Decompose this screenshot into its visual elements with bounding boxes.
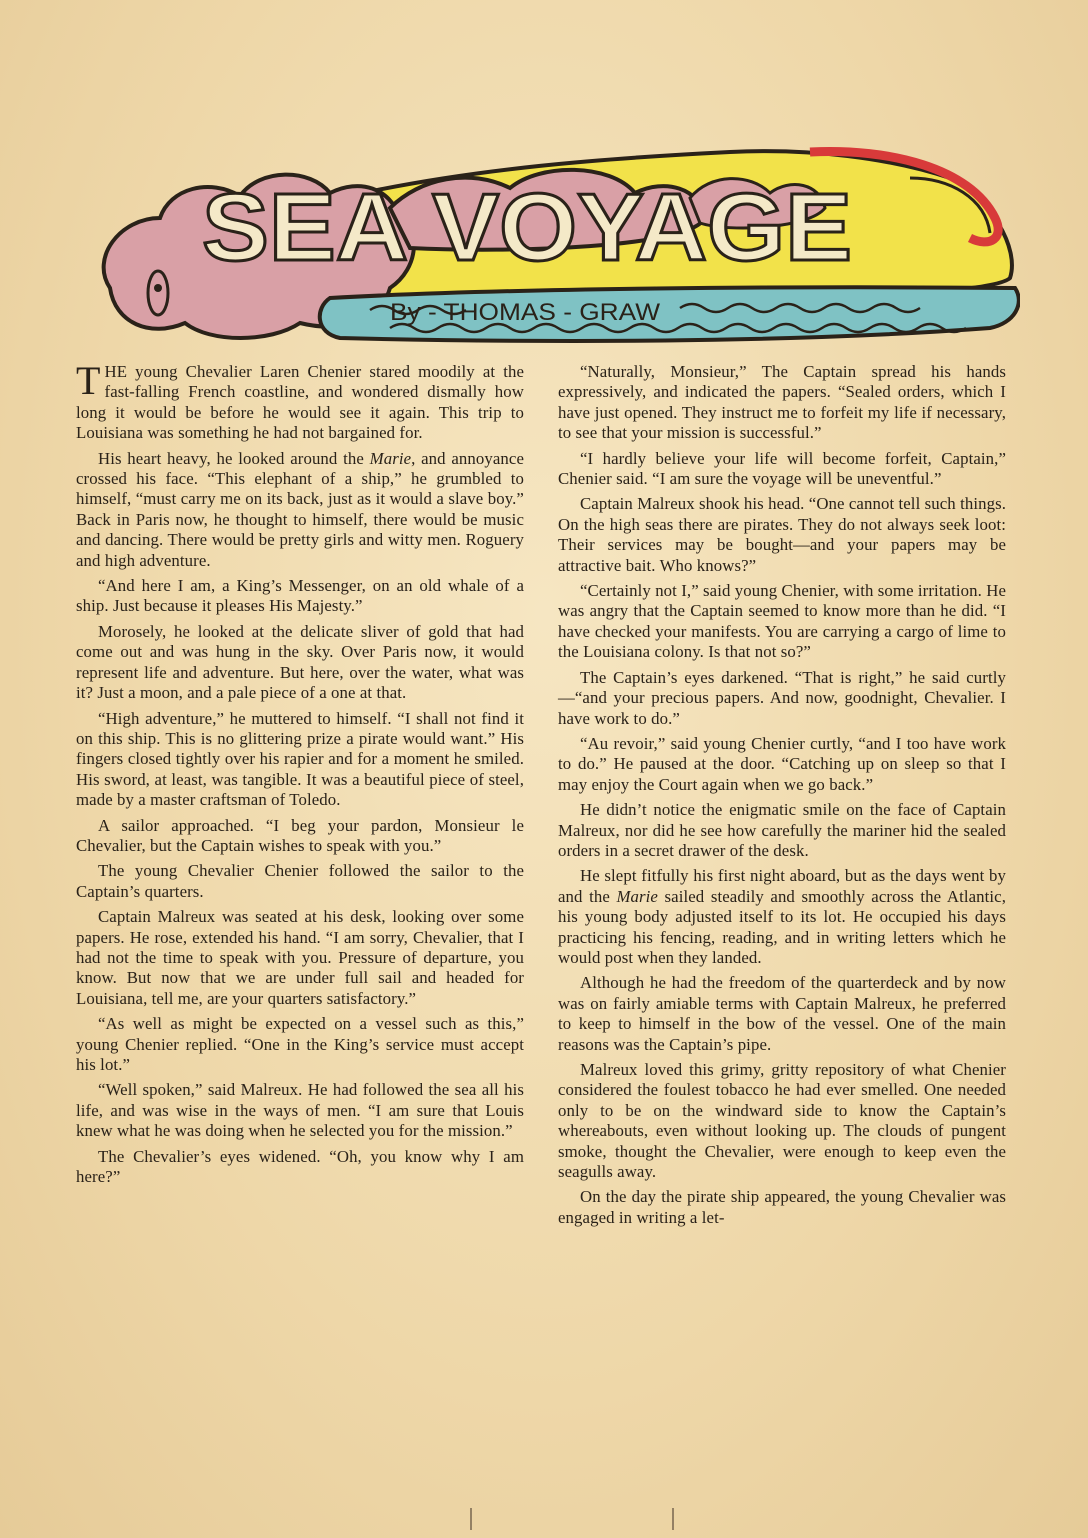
paragraph: The Chevalier’s eyes widened. “Oh, you know why I am here?”: [76, 1146, 524, 1187]
story-byline: By - THOMAS - GRAW: [390, 299, 661, 326]
paragraph: Captain Malreux was seated at his desk, looking over some papers. He rose, extended his hand. “I am sorry, Chevalier, that I had not the time to speak with you. Pressure of departure, you know. But now that we are under full sail and headed for Louisiana, tell me, are your quarters satisfactory.”: [76, 907, 524, 1008]
paragraph: “I hardly believe your life will become forfeit, Captain,” Chenier said. “I am sure the voyage will be uneventful.”: [558, 448, 1006, 489]
drop-cap: T: [76, 358, 101, 403]
paragraph: Captain Malreux shook his head. “One cannot tell such things. On the high seas there are pirates. They do not always seek loot: Their services may be bought—and your papers may be attractive bait. Who knows?”: [558, 494, 1007, 575]
paragraph: “High adventure,” he muttered to himself. “I shall not find it on this ship. This is no glittering prize a pirate would want.” His fingers closed tightly over his rapier and for a moment he smiled. His sword, at least, was tangible. It was a beautiful piece of steel, made by a master craftsman of Toledo.: [76, 708, 524, 810]
paragraph: His heart heavy, he looked around the Marie, and annoyance crossed his face. “This elephant of a ship,” he grumbled to himself, “must carry me on its back, just as it would a slave boy.” Back in Paris now, he thought to himself, there would be music and dancing. There would be pretty girls and witty men. Roguery and high adventure.: [76, 448, 525, 570]
page-mark: [672, 1508, 674, 1530]
paragraph: Morosely, he looked at the delicate sliver of gold that had come out and was hung in the sky. Over Paris now, it would represent life and adventure. But here, over the water, what was it? Just a moon, and a pale piece of a one at that.: [76, 621, 524, 703]
paragraph: “As well as might be expected on a vessel such as this,” young Chenier replied. “One in the King’s service must accept his lot.”: [76, 1014, 524, 1074]
paragraph: “Well spoken,” said Malreux. He had followed the sea all his life, and was wise in the ways of men. “I am sure that Louis knew what he was doing when he selected you for the mission.”: [76, 1080, 524, 1141]
story-title: SEA VOYAGE: [202, 174, 852, 281]
paragraph: Although he had the freedom of the quarterdeck and by now was on fairly amiable terms with Captain Malreux, he preferred to keep to himself in the bow of the vessel. One of the main reasons was the Captain’s pipe.: [558, 973, 1006, 1054]
paragraph: The Captain’s eyes darkened. “That is right,” he said curtly—“and your precious papers. And now, goodnight, Chevalier. I have work to do.”: [558, 667, 1006, 728]
article-column-right: [558, 362, 1006, 1233]
paragraph: On the day the pirate ship appeared, the young Chevalier was engaged in writing a let-: [558, 1187, 1006, 1227]
paragraph: A sailor approached. “I beg your pardon, Monsieur le Chevalier, but the Captain wishes to speak with you.”: [76, 815, 524, 855]
paragraph: The young Chevalier Chenier followed the sailor to the Captain’s quarters.: [76, 861, 524, 901]
paragraph: He didn’t notice the enigmatic smile on the face of Captain Malreux, nor did he see how carefully the mariner hid the sealed orders in a secret drawer of the desk.: [558, 800, 1006, 860]
paragraph: “And here I am, a King’s Messenger, on an old whale of a ship. Just because it pleases His Majesty.”: [76, 576, 524, 616]
paragraph: “Certainly not I,” said young Chenier, with some irritation. He was angry that the Captain seemed to know more than he did. “I have checked your manifests. You are carrying a cargo of lime to the Louisiana colony. Is that not so?”: [558, 581, 1006, 662]
paragraph: “Au revoir,” said young Chenier curtly, “and I too have work to do.” He paused at the door. “Catching up on sleep so that I may enjoy the Court again when we go back.”: [558, 733, 1006, 794]
page-mark: [470, 1508, 472, 1530]
article-column-left: [76, 358, 525, 1192]
paragraph: [76, 358, 524, 444]
paragraph: He slept fitfully his first night aboard, but as the days went by and the Marie sailed steadily and smoothly across the Atlantic, his young body adjusted itself to its lot. He occupied his days practicing his fencing, reading, and in writing letters which he would post when they landed.: [558, 866, 1006, 967]
title-banner: [90, 138, 1020, 360]
paragraph: “Naturally, Monsieur,” The Captain spread his hands expressively, and indicated the papers. “Sealed orders, which I have just opened. They instruct me to forfeit my life if necessary, to see that your mission is successful.”: [558, 362, 1006, 443]
paragraph-text: HE young Chevalier Laren Chenier stared moodily at the fast-falling French coastline, and wondered dismally how long it would be before he would see it again. This trip to Louisiana was something he had not bargained for.: [76, 362, 524, 443]
title-artwork: [90, 138, 1020, 360]
paragraph: Malreux loved this grimy, gritty repository of what Chenier considered the foulest tobacco he had ever smelled. One needed only to be on the windward side to know the Captain’s whereabouts, even without looking up. The clouds of pungent smoke, thought the Chevalier, were enough to keep even the seagulls away.: [558, 1060, 1006, 1182]
